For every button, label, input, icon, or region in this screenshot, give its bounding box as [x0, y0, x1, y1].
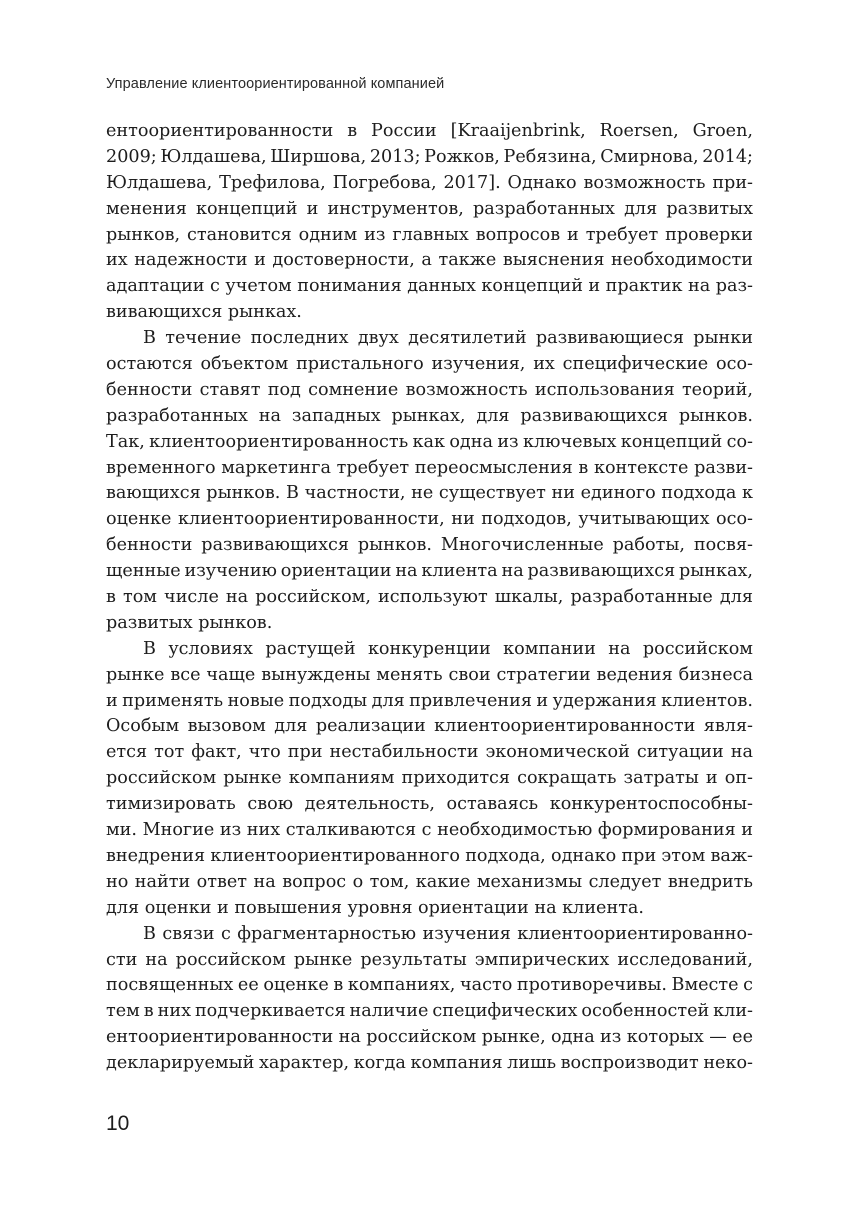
paragraph	[106, 637, 753, 922]
paragraph	[106, 922, 753, 1077]
text-line: тем в них подчеркивается наличие специфических особенностей кли-	[106, 1001, 753, 1022]
text-line: бенности ставят под сомнение возможность использования теорий,	[106, 379, 753, 400]
text-line: развитых рынков.	[106, 612, 273, 633]
text-line: вающихся рынков. В частности, не существует ни единого подхода к	[106, 483, 753, 504]
text-line: тимизировать свою деятельность, оставаясь конкурентоспособны-	[106, 794, 753, 815]
body-text	[106, 119, 753, 1077]
running-head: Управление клиентоориентированной компанией	[106, 76, 445, 92]
text-line: оценке клиентоориентированности, ни подходов, учитывающих осо-	[106, 509, 753, 530]
text-line: рынке все чаще вынуждены менять свои стратегии ведения бизнеса	[106, 664, 753, 685]
paragraph	[106, 119, 753, 326]
text-line: Особым вызовом для реализации клиентоориентированности явля-	[106, 716, 753, 737]
text-line: бенности развивающихся рынков. Многочисленные работы, посвя-	[106, 535, 753, 556]
text-line: Так, клиентоориентированность как одна из ключевых концепций со-	[106, 431, 753, 452]
text-line: Юлдашева, Трефилова, Погребова, 2017]. Однако возможность при-	[106, 172, 753, 193]
text-line: В течение последних двух десятилетий развивающиеся рынки	[143, 328, 753, 349]
text-line: декларируемый характер, когда компания лишь воспроизводит неко-	[106, 1053, 753, 1074]
text-line: посвященных ее оценке в компаниях, часто противоречивы. Вместе с	[106, 975, 753, 996]
page-number: 10	[106, 1112, 130, 1135]
text-line: и применять новые подходы для привлечения и удержания клиентов.	[106, 690, 753, 711]
text-line: но найти ответ на вопрос о том, какие механизмы следует внедрить	[106, 871, 753, 892]
text-line: внедрения клиентоориентированного подхода, однако при этом важ-	[106, 845, 753, 866]
text-line: вивающихся рынках.	[106, 302, 302, 323]
text-line: рынков, становится одним из главных вопросов и требует проверки	[106, 224, 753, 245]
text-line: ется тот факт, что при нестабильности экономической ситуации на	[106, 742, 753, 763]
text-line: В связи с фрагментарностью изучения клиентоориентированно-	[143, 923, 753, 944]
text-line: менения концепций и инструментов, разработанных для развитых	[106, 198, 753, 219]
text-line: для оценки и повышения уровня ориентации на клиента.	[106, 897, 645, 918]
text-line: адаптации с учетом понимания данных концепций и практик на раз-	[106, 276, 753, 297]
text-line: временного маркетинга требует переосмысления в контексте разви-	[106, 457, 753, 478]
text-line: сти на российском рынке результаты эмпирических исследований,	[106, 949, 753, 970]
text-line: российском рынке компаниям приходится сокращать затраты и оп-	[106, 768, 753, 789]
text-line: в том числе на российском, используют шкалы, разработанные для	[106, 587, 753, 608]
text-line: ми. Многие из них сталкиваются с необходимостью формирования и	[106, 820, 753, 841]
text-line: В условиях растущей конкуренции компании на российском	[143, 638, 753, 659]
text-line: разработанных на западных рынках, для развивающихся рынков.	[106, 405, 753, 426]
text-line: их надежности и достоверности, а также выяснения необходимости	[106, 250, 753, 271]
text-line: 2009; Юлдашева, Ширшова, 2013; Рожков, Ребязина, Смирнова, 2014;	[106, 146, 753, 167]
text-line: ентоориентированности в России [Kraaijenbrink, Roersen, Groen,	[106, 121, 753, 141]
text-line: остаются объектом пристального изучения, их специфические осо-	[106, 354, 753, 375]
text-line: ентоориентированности на российском рынке, одна из которых — ее	[106, 1027, 753, 1048]
text-line: щенные изучению ориентации на клиента на развивающихся рынках,	[106, 561, 753, 582]
paragraph	[106, 326, 753, 637]
